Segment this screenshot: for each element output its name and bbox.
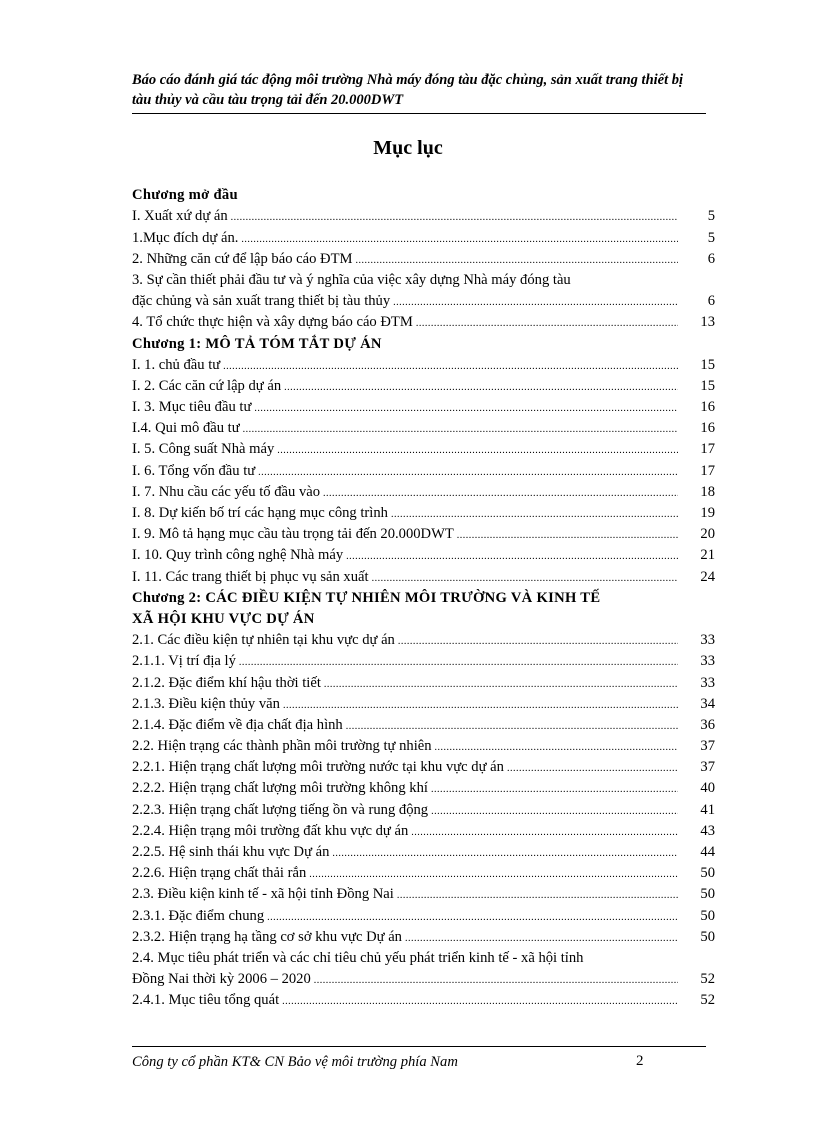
- toc-page-number: 13: [700, 314, 715, 331]
- toc-dot-leader: [346, 550, 678, 564]
- toc-entry-title: I. 2. Các căn cứ lập dự án: [132, 377, 282, 394]
- toc-entry-title: 2.2.2. Hiện trạng chất lượng môi trường không khí: [132, 780, 428, 797]
- toc-chapter-heading: Chương 2: CÁC ĐIỀU KIỆN TỰ NHIÊN MÔI TRƯỜNG VÀ KINH TẾ: [132, 589, 601, 606]
- toc-page-number: 19: [700, 505, 715, 521]
- toc-entry: [132, 649, 715, 670]
- toc-entry-title: 2.1.2. Đặc điểm khí hậu thời tiết: [132, 674, 321, 691]
- toc-page-number: 50: [700, 907, 715, 924]
- toc-dot-leader: [405, 932, 678, 946]
- toc-entry: [132, 437, 715, 458]
- toc-page-number: 43: [700, 822, 715, 839]
- toc-entry: [132, 713, 715, 734]
- toc-entry-title: I. 8. Dự kiến bố trí các hạng mục công trình: [132, 505, 388, 521]
- toc-dot-leader: [284, 381, 678, 395]
- toc-chapter-heading: XÃ HỘI KHU VỰC DỰ ÁN: [132, 610, 315, 627]
- toc-page-number: 34: [700, 695, 715, 712]
- toc-page-number: 15: [700, 356, 715, 373]
- toc-entry: [132, 543, 715, 564]
- toc-page-number: 33: [700, 674, 715, 691]
- toc-dot-leader: [355, 254, 678, 268]
- toc-entry-title: 2.3.2. Hiện trạng hạ tầng cơ sở khu vực Dự án: [132, 928, 402, 945]
- toc-entry-title: 2.2.3. Hiện trạng chất lượng tiếng ồn và rung động: [132, 801, 429, 818]
- toc-entry: [132, 310, 715, 331]
- toc-entry-title: 2.2. Hiện trạng các thành phần môi trường tự nhiên: [132, 738, 432, 755]
- toc-page-number: 33: [700, 632, 715, 649]
- toc-page-number: 6: [707, 293, 715, 310]
- toc-entry-title: 1.Mục đích dự án.: [132, 229, 239, 246]
- toc-page-number: 21: [700, 547, 715, 564]
- toc-entry-title: I. 1. chủ đầu tư: [132, 356, 221, 373]
- toc-entry-title: 2.2.5. Hệ sinh thái khu vực Dự án: [132, 844, 330, 860]
- toc-page-number: 52: [700, 992, 715, 1009]
- toc-entry: [132, 755, 715, 776]
- toc-page-number: 16: [700, 399, 715, 416]
- toc-entry: [132, 374, 715, 395]
- toc-dot-leader: [254, 402, 678, 416]
- toc-dot-leader: [241, 233, 678, 247]
- toc-page-number: 44: [700, 844, 715, 860]
- toc-dot-leader: [283, 699, 678, 713]
- toc-entry: [132, 819, 715, 840]
- toc-entry-title: 2.2.6. Hiện trạng chất thải rắn: [132, 865, 307, 882]
- toc-dot-leader: [323, 487, 678, 501]
- footer-company: Công ty cổ phần KT& CN Bảo vệ môi trường phía Nam: [132, 1054, 458, 1070]
- toc-entry: [132, 204, 715, 225]
- toc-entry: [132, 797, 715, 818]
- toc-entry: [132, 840, 715, 861]
- toc-entry: [132, 247, 715, 268]
- toc-page-number: 18: [700, 483, 715, 500]
- toc-entry-title: 2.3.1. Đặc điểm chung: [132, 907, 265, 924]
- toc-page-number: 6: [707, 250, 715, 267]
- toc-page-number: 50: [700, 865, 715, 882]
- toc-dot-leader: [397, 889, 678, 903]
- toc-dot-leader: [309, 868, 678, 882]
- toc-dot-leader: [324, 678, 678, 692]
- toc-dot-leader: [431, 783, 678, 797]
- toc-page-number: 36: [700, 716, 715, 733]
- toc-entry-title: 2.3. Điều kiện kinh tế - xã hội tỉnh Đồng Nai: [132, 886, 394, 903]
- toc-page-number: 37: [700, 759, 715, 776]
- toc-entry-title: 2.1.3. Điều kiện thủy văn: [132, 695, 280, 712]
- toc-dot-leader: [416, 317, 678, 331]
- toc-chapter-heading: Chương mở đầu: [132, 187, 238, 204]
- toc-page-number: 5: [707, 229, 715, 246]
- toc-dot-leader: [282, 995, 678, 1009]
- toc-entry: [132, 480, 715, 501]
- toc-entry: [132, 988, 715, 1009]
- toc-dot-leader: [431, 805, 678, 819]
- toc-entry: [132, 967, 715, 988]
- toc-entry: [132, 628, 715, 649]
- toc-entry-title: 2.2.4. Hiện trạng môi trường đất khu vực dự án: [132, 822, 409, 839]
- footer-rule: [132, 1046, 706, 1047]
- toc-entry-title: I. 7. Nhu cầu các yếu tố đầu vào: [132, 483, 321, 500]
- toc-page-number: 17: [700, 441, 715, 458]
- toc-entry-title: đặc chủng và sản xuất trang thiết bị tàu thủy: [132, 293, 391, 310]
- toc-entry: [132, 776, 715, 797]
- toc-entry-title: 2.1.1. Vị trí địa lý: [132, 653, 236, 670]
- toc-entry-text-line: 2.4. Mục tiêu phát triển và các chỉ tiêu chủ yếu phát triển kinh tế - xã hội tỉnh: [132, 949, 584, 966]
- toc-entry: [132, 501, 715, 522]
- toc-dot-leader: [457, 529, 678, 543]
- toc-dot-leader: [223, 360, 678, 374]
- toc-entry-title: 2.2.1. Hiện trạng chất lượng môi trường nước tại khu vực dự án: [132, 759, 504, 776]
- toc-dot-leader: [435, 741, 678, 755]
- toc-entry: [132, 458, 715, 479]
- toc-page-number: 52: [700, 971, 715, 988]
- toc-entry-title: I. 9. Mô tả hạng mục cầu tàu trọng tải đến 20.000DWT: [132, 526, 454, 543]
- toc-page-number: 20: [700, 526, 715, 543]
- toc-entry-title: 2.4.1. Mục tiêu tổng quát: [132, 992, 280, 1009]
- toc-entry-title: 4. Tổ chức thực hiện và xây dựng báo cáo ĐTM: [132, 314, 413, 331]
- toc-dot-leader: [507, 762, 678, 776]
- toc-dot-leader: [391, 508, 678, 522]
- toc-dot-leader: [346, 720, 678, 734]
- toc-page-number: 16: [700, 420, 715, 437]
- toc-entry-title: I. 5. Công suất Nhà máy: [132, 441, 275, 458]
- toc-page-number: 50: [700, 886, 715, 903]
- toc-entry: [132, 925, 715, 946]
- toc-dot-leader: [393, 296, 678, 310]
- toc-entry-title: I.4. Qui mô đầu tư: [132, 420, 240, 437]
- toc-entry: [132, 692, 715, 713]
- page-title: Mục lục: [373, 137, 443, 159]
- running-header: Báo cáo đánh giá tác động môi trường Nhà máy đóng tàu đặc chủng, sản xuất trang thiết bị tàu thủy và cầu tàu trọng tải đến 20.000DWT: [132, 72, 684, 108]
- toc-entry-title: 2.1. Các điều kiện tự nhiên tại khu vực dự án: [132, 632, 395, 649]
- toc-chapter-heading: Chương 1: MÔ TẢ TÓM TẮT DỰ ÁN: [132, 335, 382, 352]
- header-rule: [132, 113, 706, 114]
- toc-dot-leader: [267, 911, 678, 925]
- toc-entry-title: Đồng Nai thời kỳ 2006 – 2020: [132, 971, 311, 988]
- toc-page-number: 33: [700, 653, 715, 670]
- toc-entry-title: 2.1.4. Đặc điểm về địa chất địa hình: [132, 716, 343, 733]
- toc-entry: [132, 416, 715, 437]
- toc-dot-leader: [243, 423, 678, 437]
- toc-dot-leader: [258, 466, 678, 480]
- page-number: 2: [636, 1053, 644, 1069]
- toc-entry: [132, 522, 715, 543]
- toc-entry: [132, 882, 715, 903]
- toc-dot-leader: [332, 847, 678, 861]
- toc-entry-title: I. 3. Mục tiêu đầu tư: [132, 399, 252, 416]
- toc-page-number: 24: [700, 568, 715, 585]
- toc-dot-leader: [314, 974, 678, 988]
- toc-page-number: 15: [700, 377, 715, 394]
- toc-entry-title: I. Xuất xứ dự án: [132, 208, 228, 225]
- toc-page-number: 50: [700, 928, 715, 945]
- toc-dot-leader: [411, 826, 678, 840]
- toc-entry-text-line: 3. Sự cần thiết phải đầu tư và ý nghĩa của việc xây dựng Nhà máy đóng tàu: [132, 271, 571, 288]
- toc-entry: [132, 353, 715, 374]
- toc-page-number: 41: [700, 801, 715, 818]
- toc-dot-leader: [277, 444, 678, 458]
- toc-page-number: 37: [700, 738, 715, 755]
- toc-dot-leader: [231, 211, 678, 225]
- toc-entry-title: 2. Những căn cứ để lập báo cáo ĐTM: [132, 250, 353, 267]
- toc-page-number: 5: [707, 208, 715, 225]
- toc-entry: [132, 734, 715, 755]
- toc-entry-title: I. 6. Tổng vốn đầu tư: [132, 462, 256, 479]
- toc-dot-leader: [239, 656, 678, 670]
- toc-entry: [132, 395, 715, 416]
- toc-entry: [132, 670, 715, 691]
- toc-dot-leader: [398, 635, 678, 649]
- toc-page-number: 17: [700, 462, 715, 479]
- table-of-contents: [132, 183, 715, 1009]
- toc-entry: [132, 564, 715, 585]
- toc-entry: [132, 225, 715, 246]
- toc-entry: [132, 903, 715, 924]
- toc-entry: [132, 861, 715, 882]
- toc-page-number: 40: [700, 780, 715, 797]
- toc-entry: [132, 289, 715, 310]
- toc-entry-title: I. 10. Quy trình công nghệ Nhà máy: [132, 547, 344, 564]
- toc-dot-leader: [372, 572, 678, 586]
- toc-entry-title: I. 11. Các trang thiết bị phục vụ sản xuất: [132, 568, 369, 585]
